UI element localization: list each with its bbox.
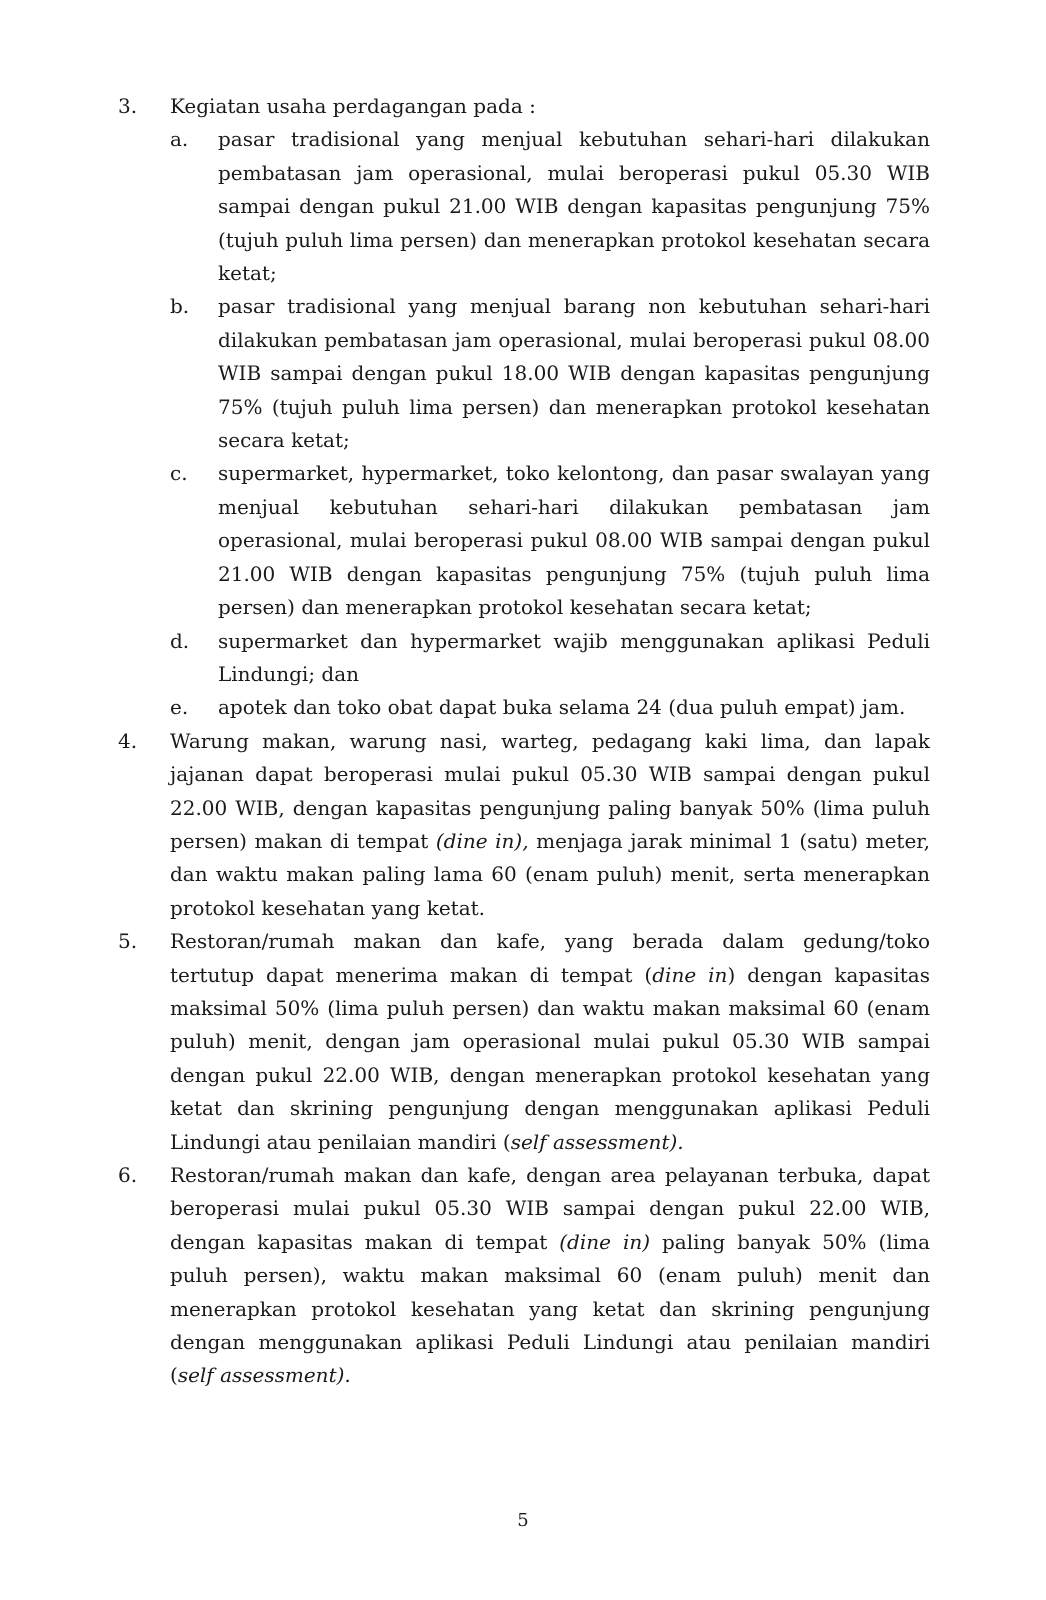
item-number: 5. bbox=[118, 929, 138, 954]
item-text-italic: self assessment). bbox=[510, 1129, 684, 1154]
item-body bbox=[170, 90, 930, 725]
item-number: 4. bbox=[118, 728, 138, 753]
item-text: Restoran/rumah makan dan kafe, yang berada dalam gedung/toko tertutup dapat menerima makan di tempat ( bbox=[170, 929, 930, 987]
item-text: Restoran/rumah makan dan kafe, dengan area pelayanan terbuka, dapat beroperasi mulai pukul 05.30 WIB sampai dengan pukul 22.00 WIB, dengan kapasitas makan di tempat bbox=[170, 1163, 930, 1254]
list-item-5 bbox=[118, 925, 930, 1159]
list-item-3 bbox=[118, 90, 930, 725]
sub-item-a bbox=[170, 123, 930, 290]
sub-item-text: supermarket dan hypermarket wajib menggunakan aplikasi Peduli Lindungi; dan bbox=[218, 628, 930, 686]
item-lead: Kegiatan usaha perdagangan pada : bbox=[170, 94, 536, 118]
sub-item-c bbox=[170, 457, 930, 624]
sub-item-letter: e. bbox=[170, 695, 189, 720]
sub-item-letter: b. bbox=[170, 294, 190, 319]
list-item-6 bbox=[118, 1159, 930, 1393]
sub-item-text: supermarket, hypermarket, toko kelontong, dan pasar swalayan yang menjual kebutuhan sehari-hari dilakukan pembatasan jam operasional, mulai beroperasi pukul 08.00 WIB sampai dengan pukul 21.00 WIB dengan kapasitas pengunjung 75% (tujuh puluh lima persen) dan menerapkan protokol kesehatan secara ketat; bbox=[218, 461, 930, 620]
page-number: 5 bbox=[517, 1510, 529, 1531]
item-text-italic: (dine in) bbox=[559, 1229, 651, 1254]
item-text: paling banyak 50% (lima puluh persen), waktu makan maksimal 60 (enam puluh) menit dan menerapkan protokol kesehatan yang ketat dan skrining pengunjung dengan menggunakan aplikasi Peduli Lindungi atau penilaian mandiri ( bbox=[170, 1229, 931, 1388]
document-body bbox=[118, 90, 930, 1393]
item-body bbox=[170, 1159, 930, 1393]
item-text-italic: dine in bbox=[652, 962, 728, 987]
sub-item-e bbox=[170, 691, 930, 724]
sub-item-letter: c. bbox=[170, 461, 188, 486]
list-item-4 bbox=[118, 725, 930, 925]
item-text-italic: (dine in), bbox=[435, 828, 529, 853]
item-text-italic: self assessment). bbox=[177, 1363, 351, 1388]
sub-item-text: pasar tradisional yang menjual barang non kebutuhan sehari-hari dilakukan pembatasan jam operasional, mulai beroperasi pukul 08.00 WIB sampai dengan pukul 18.00 WIB dengan kapasitas pengunjung 75% (tujuh puluh lima persen) dan menerapkan protokol kesehatan secara ketat; bbox=[218, 294, 930, 453]
item-number: 6. bbox=[118, 1163, 138, 1187]
item-body bbox=[170, 925, 930, 1159]
sub-item-d bbox=[170, 625, 930, 692]
item-number: 3. bbox=[118, 94, 138, 118]
sub-item-letter: a. bbox=[170, 127, 189, 152]
sub-item-text: pasar tradisional yang menjual kebutuhan sehari-hari dilakukan pembatasan jam operasional, mulai beroperasi pukul 05.30 WIB sampai dengan pukul 21.00 WIB dengan kapasitas pengunjung 75% (tujuh puluh lima persen) dan menerapkan protokol kesehatan secara ketat; bbox=[218, 127, 930, 286]
sub-item-text: apotek dan toko obat dapat buka selama 24 (dua puluh empat) jam. bbox=[218, 695, 906, 720]
item-text: menjaga jarak minimal 1 (satu) meter, dan waktu makan paling lama 60 (enam puluh) menit, serta menerapkan protokol kesehatan yang ketat. bbox=[170, 828, 930, 920]
sub-item-b bbox=[170, 290, 930, 457]
item-text: Warung makan, warung nasi, warteg, pedagang kaki lima, dan lapak jajanan dapat beroperasi mulai pukul 05.30 WIB sampai dengan pukul 22.00 WIB, dengan kapasitas pengunjung paling banyak 50% (lima puluh persen) makan di tempat bbox=[170, 728, 930, 853]
item-text: ) dengan kapasitas maksimal 50% (lima puluh persen) dan waktu makan maksimal 60 (enam puluh) menit, dengan jam operasional mulai pukul 05.30 WIB sampai dengan pukul 22.00 WIB, dengan menerapkan protokol kesehatan yang ketat dan skrining pengunjung dengan menggunakan aplikasi Peduli Lindungi atau penilaian mandiri ( bbox=[170, 962, 930, 1154]
sub-item-letter: d. bbox=[170, 628, 190, 653]
item-body bbox=[170, 725, 930, 925]
